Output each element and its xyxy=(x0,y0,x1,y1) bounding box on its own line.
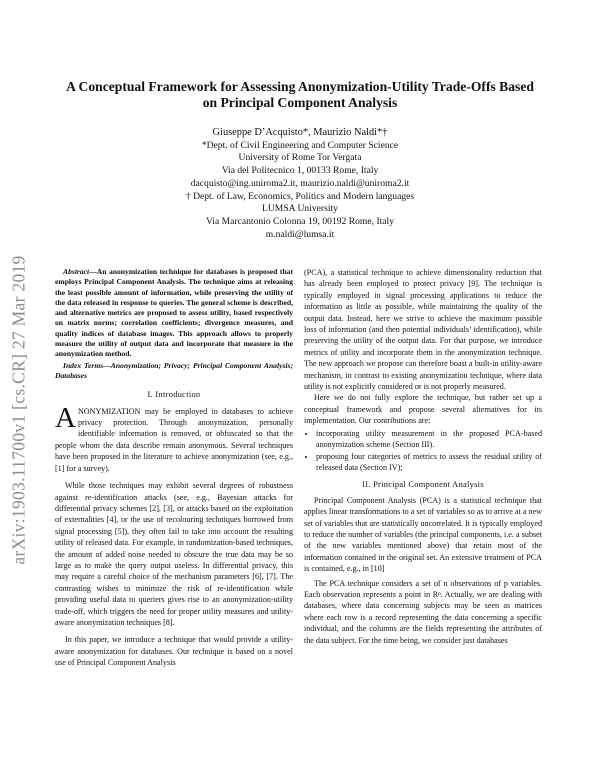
right-paragraph-2: Here we do not fully explore the technique, but rather set up a conceptual framework and propose several alternatives for its implementation. Our contributions are: xyxy=(304,393,542,426)
affiliation-2-line-1: † Dept. of Law, Economics, Politics and Modern languages xyxy=(185,190,415,202)
dropcap: A xyxy=(55,401,76,434)
right-paragraph-1: (PCA), a statistical technique to achieve dimensionality reduction that has already been employed to protect privacy [9]. The technique is typically employed in signal processing applications to reduce the information as little as possible, while maintaining the quality of the output data. Instead, here we strive to achieve the maximum possible loss of information (and then potential individuals’ identification), while preserving the utility of the output data. For that purpose, we introduce metrics of utility and incorporate them in the anonymization technique. The new approach we propose can therefore boast a built-in utility-aware mechanism, in contrast to existing anonymization technique, where data utility is not explicitly considered or is not properly measured. xyxy=(304,268,542,392)
affiliation-1-line-1: *Dept. of Civil Engineering and Computer Science xyxy=(201,139,399,151)
intro-paragraph-2: While those techniques may exhibit several degrees of robustness against re-identification attacks (see, e.g., Bayesian attacks for differential privacy schemes [2], [3], or attacks based on the exploitation of externalities [4], or the use of recolouring techniques borrowed from signal processing [5]), they often fail to take into account the resulting utility of released data. For example, in randomization-based techniques, the amount of added noise needed to obscure the true data may be so large as to make the query output useless. In differential privacy, this may require a careful choice of the mechanism parameters [6], [7]. The contrasting wishes to minimize the risk of re-identification while providing useful data to queriers gives rise to an anonymization-utility trade-off, which triggers the need for proper utility measures and utility-aware anonymization techniques [8]. xyxy=(55,481,293,627)
abstract-text: —An anonymization technique for databases is proposed that employs Principal Component Analysis. The technique aims at releasing the least possible amount of information, while preserving the utility of the data released in response to queries. The general scheme is described, and alternative metrics are proposed to assess utility, based respectively on matrix norms; correlation coefficients; divergence measures, and quality indices of database images. This approach allows to properly measure the utility of output data and incorporate that measure in the anonymization method. xyxy=(55,267,293,359)
affiliation-2-line-2: LUMSA University xyxy=(262,203,338,215)
intro-paragraph-3: In this paper, we introduce a technique that would provide a utility-aware anonymization for databases. Our technique is based on a novel use of Principal Component Analysis xyxy=(55,635,293,668)
intro-paragraph-1-text: may be employed in databases to achieve privacy protection. Through anonymization, personally identifiable information is removed, or obfuscated so that the people whom the data describe remain anonymous. Several techniques have been proposed in the literature to achieve anonymization (see, e.g., [1] for a survey). xyxy=(55,406,293,473)
title-line-1: A Conceptual Framework for Assessing Anonymization-Utility Trade-Offs Based xyxy=(66,79,534,94)
list-item: • incorporating utility measurement in the proposed PCA-based anonymization scheme (Section III). xyxy=(316,428,542,451)
right-column xyxy=(304,267,542,646)
author-names: Giuseppe D’Acquisto*, Maurizio Naldi*† xyxy=(212,127,388,138)
arxiv-stamp-text: arXiv:1903.11700v1 [cs.CR] 27 Mar 2019 xyxy=(8,255,29,565)
contributions-list xyxy=(304,428,542,474)
pca-paragraph-2: The PCA technique considers a set of n observations of p variables. Each observation represents a point in Rᵖ. Actually, we are dealing with databases, where data concerning subjects may be seen as matrices where each row is a record representing the data concerning a specific individual, and the columns are the fields representing the attributes of the data subject. For the time being, we consider just databases xyxy=(304,578,542,645)
abstract-label: Abstract xyxy=(63,267,90,276)
intro-first-word: NONYMIZATION xyxy=(77,406,141,416)
left-column xyxy=(55,267,293,669)
author-block xyxy=(120,126,480,242)
paper-title xyxy=(60,79,540,111)
affiliation-1-email: dacquisto@ing.uniroma2.it, maurizio.naldi@uniroma2.it xyxy=(190,177,410,189)
index-terms: Index Terms—Anonymization; Privacy; Principal Component Analysis; Databases xyxy=(55,360,293,380)
intro-paragraph-1 xyxy=(55,401,293,474)
arxiv-stamp xyxy=(6,200,32,620)
affiliation-1-line-2: University of Rome Tor Vergata xyxy=(238,152,362,164)
title-line-2: on Principal Component Analysis xyxy=(202,95,398,110)
affiliation-2-email: m.naldi@lumsa.it xyxy=(265,229,335,241)
list-item: • proposing four categories of metrics to assess the residual utility of released data (Section IV); xyxy=(316,451,542,474)
affiliation-1-line-3: Via del Politecnico 1, 00133 Rome, Italy xyxy=(221,165,379,177)
section-2-heading: II. Principal Component Analysis xyxy=(362,480,484,490)
abstract xyxy=(55,267,293,360)
pca-paragraph-1: Principal Component Analysis (PCA) is a statistical technique that applies linear transformations to a set of variables so as to arrive at a new set of variables that are statistically uncorrelated. It is typically employed to reduce the number of variables (the principal components, i.e. a subset of the new variables mentioned above) that retain most of the information contained in the original set. An extensive treatment of PCA is contained, e.g., in [10] xyxy=(304,495,542,574)
section-1-heading: I. Introduction xyxy=(147,390,201,400)
affiliation-2-line-3: Via Marcantonio Colonna 19, 00192 Rome, Italy xyxy=(205,216,395,228)
